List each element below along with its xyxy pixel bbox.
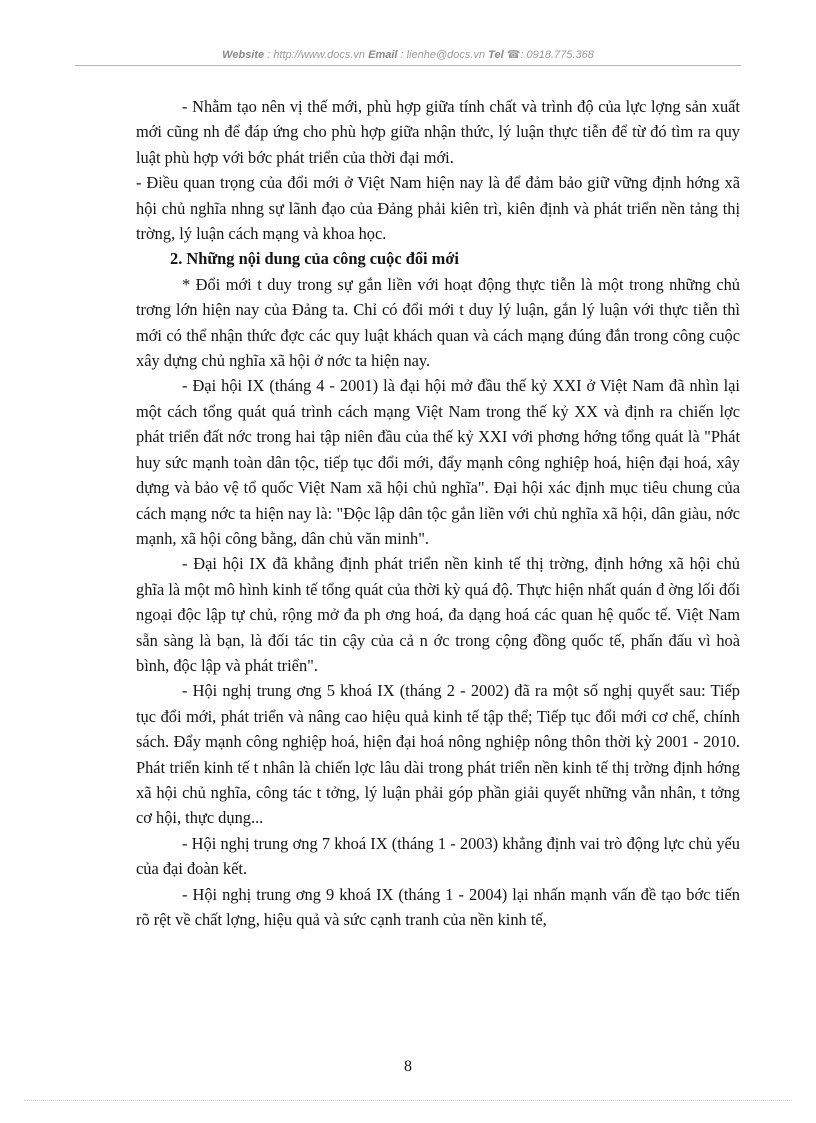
document-body — [136, 94, 740, 932]
website-label: Website — [222, 49, 265, 61]
paragraph: - Đại hội IX (tháng 4 - 2001) là đại hội mở đầu thế kỷ XXI ở Việt Nam đã nhìn lại một cách tổng quát quá trình cách mạng Việt Nam trong thế kỷ XX và định ra chiến lợc phát triển đất nớc trong hai tập niên đầu của thế kỷ XXI với phơng hớng tổng quát là "Phát huy sức mạnh toàn dân tộc, tiếp tục đổi mới, đẩy mạnh công nghiệp hoá, hiện đại hoá, xây dựng và bảo vệ tổ quốc Việt Nam xã hội chủ nghĩa". Đại hội xác định mục tiêu chung của cách mạng nớc ta hiện nay là: "Độc lập dân tộc gắn liền với chủ nghĩa xã hội, dân giàu, nớc mạnh, xã hội công bằng, dân chủ văn minh". — [136, 376, 740, 548]
page-header — [0, 48, 816, 61]
paragraph: - Điều quan trọng của đổi mới ở Việt Nam hiện nay là để đảm bảo giữ vững định hớng xã hội chủ nghĩa nhng sự lãnh đạo của Đảng phải kiên trì, kiên định và phát triển nền tảng thị trờng, lý luận cách mạng và khoa học. — [136, 173, 740, 244]
section-heading: 2. Những nội dung của công cuộc đổi mới — [170, 249, 459, 269]
paragraph: - Nhằm tạo nên vị thế mới, phù hợp giữa tính chất và trình độ của lực lợng sản xuất mới cũng nh để đáp ứng cho phù hợp giữa nhận thức, lý luận thực tiễn để từ đó tìm ra quy luật phù hợp với bớc phát triển của thời đại mới. — [136, 97, 740, 167]
tel-value: : 0918.775.368 — [520, 49, 594, 61]
email-value: : lienhe@docs.vn — [400, 49, 486, 61]
paragraph: - Hội nghị trung ơng 5 khoá IX (tháng 2 - 2002) đã ra một số nghị quyết sau: Tiếp tục đổi mới, phát triển và nâng cao hiệu quả kinh tế tập thể; Tiếp tục đổi mới cơ chế, chính sách. Đẩy mạnh công nghiệp hoá, hiện đại hoá nông nghiệp nông thôn thời kỳ 2001 - 2010. Phát triển kinh tế t nhân là chiến lợc lâu dài trong phát triển nền kinh tế thị trờng định hớng xã hội chủ nghĩa, công tác t tởng, lý luận phải góp phần giải quyết những vẫn nhân, t tởng cơ hội, thực dụng... — [136, 681, 740, 828]
paragraph: - Đại hội IX đã khẳng định phát triển nền kinh tế thị trờng, định hớng xã hội chủ ghĩa là một mô hình kinh tế tổng quát của thời kỳ quá độ. Thực hiện nhất quán đ ờng lối đối ngoại độc lập tự chủ, rộng mở đa ph ơng hoá, đa dạng hoá các quan hệ quốc tế. Việt Nam sẵn sàng là bạn, là đối tác tin cậy của cả n ớc trong cộng đồng quốc tế, phấn đấu vì hoà bình, độc lập và phát triển". — [136, 554, 740, 675]
footer-divider — [24, 1100, 792, 1101]
page-number: 8 — [404, 1058, 412, 1075]
paragraph: - Hội nghị trung ơng 7 khoá IX (tháng 1 - 2003) khẳng định vai trò động lực chủ yếu của đại đoàn kết. — [136, 833, 740, 879]
tel-label: Tel — [488, 49, 504, 61]
header-divider — [75, 65, 741, 66]
email-label: Email — [368, 49, 398, 61]
paragraph: * Đổi mới t duy trong sự gắn liền với hoạt động thực tiễn là một trong những chủ trơng lớn hiện nay của Đảng ta. Chỉ có đổi mới t duy lý luận, gắn lý luận với thực tiễn thì mới có thể nhận thức đợc các quy luật khách quan và cách mạng đúng đắn trong công cuộc xây dựng chủ nghĩa xã hội ở nớc ta hiện nay. — [136, 274, 740, 371]
phone-icon: ☎ — [506, 49, 521, 61]
website-value: : http://www.docs.vn — [267, 49, 366, 61]
paragraph: - Hội nghị trung ơng 9 khoá IX (tháng 1 - 2004) lại nhấn mạnh vấn đề tạo bớc tiến rõ rệt về chất lợng, hiệu quả và sức cạnh tranh của nền kinh tế, — [136, 884, 740, 929]
